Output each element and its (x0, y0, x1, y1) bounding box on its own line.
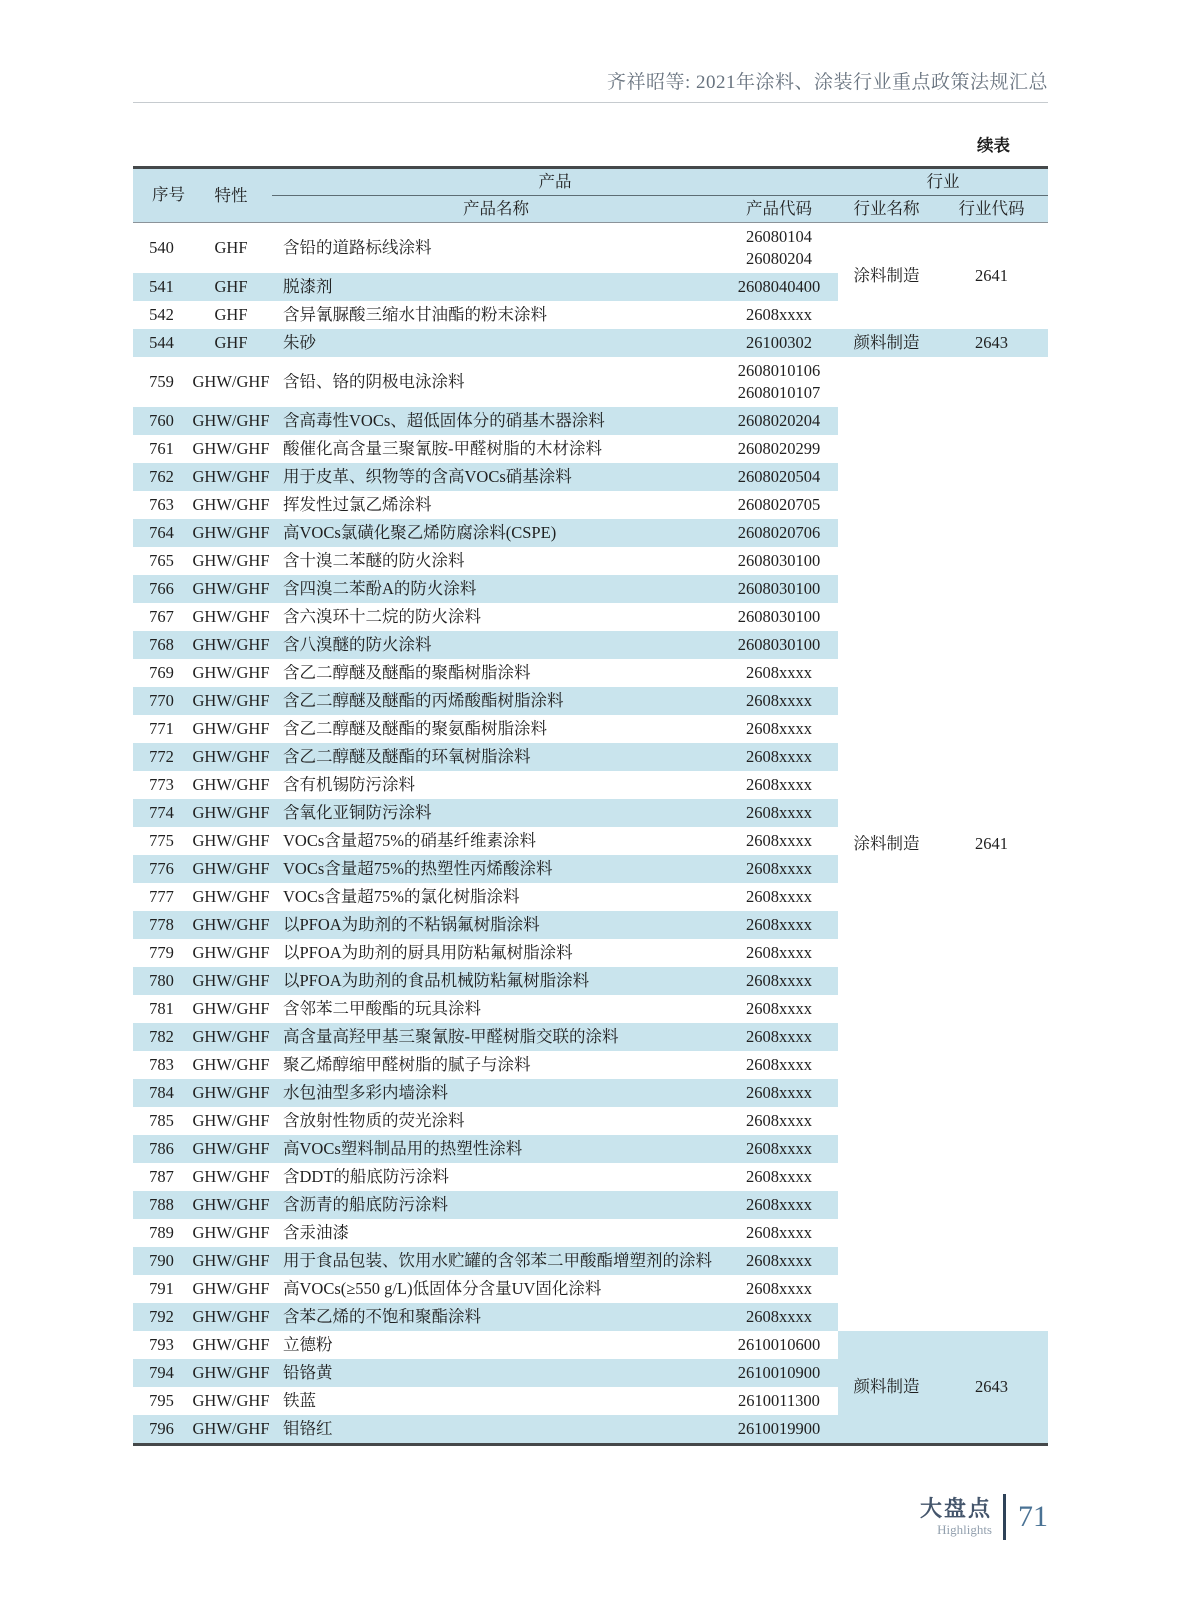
feature-cell: GHW/GHF (192, 719, 270, 738)
product-code-line: 2608xxxx (746, 1279, 812, 1298)
serial-cell: 765 (149, 551, 174, 570)
feature-cell: GHW/GHF (190, 1303, 272, 1331)
product-name-cell: 以PFOA为助剂的不粘锅氟树脂涂料 (272, 911, 720, 939)
product-code-cell (720, 329, 838, 357)
product-code-cell (720, 659, 838, 687)
product-code-cell (720, 519, 838, 547)
feature-cell: GHW/GHF (190, 463, 272, 491)
industry-code-cell: 2641 (975, 834, 1008, 853)
serial-cell: 768 (133, 631, 190, 659)
serial-cell: 759 (149, 372, 174, 391)
product-code-line: 2608xxxx (746, 1083, 812, 1102)
feature-cell: GHW/GHF (192, 439, 270, 458)
serial-cell: 771 (149, 719, 174, 738)
header-industry-name: 行业名称 (838, 196, 935, 223)
product-code-cell (720, 1107, 838, 1135)
product-code-cell (720, 1023, 838, 1051)
product-code-line: 2608020705 (737, 495, 821, 514)
product-code-line: 2608xxxx (746, 1195, 812, 1214)
product-code-cell (720, 273, 838, 301)
serial-cell: 775 (149, 831, 174, 850)
product-name-cell: 含放射性物质的荧光涂料 (283, 1111, 465, 1130)
product-name-cell: 含六溴环十二烷的防火涂料 (283, 607, 481, 626)
product-code-cell (720, 1303, 838, 1331)
feature-cell: GHW/GHF (192, 1335, 270, 1354)
serial-cell: 769 (149, 663, 174, 682)
product-code-line: 2608xxxx (746, 663, 812, 682)
serial-cell: 772 (133, 743, 190, 771)
feature-cell: GHW/GHF (190, 687, 272, 715)
header-industry-code: 行业代码 (935, 196, 1048, 223)
feature-cell: GHW/GHF (192, 495, 270, 514)
industry-code-cell: 2643 (935, 1331, 1048, 1445)
product-code-cell (720, 911, 838, 939)
product-code-cell (720, 463, 838, 491)
product-code-line: 2610011300 (738, 1391, 820, 1410)
feature-cell: GHW/GHF (190, 575, 272, 603)
footer-section-labels (920, 1497, 992, 1538)
serial-cell: 767 (149, 607, 174, 626)
product-code-cell (720, 771, 838, 799)
continued-table-note: 续表 (977, 136, 1010, 155)
product-name-cell: 脱漆剂 (272, 273, 720, 301)
serial-cell: 784 (133, 1079, 190, 1107)
product-name-cell: 含铅、铬的阴极电泳涂料 (283, 372, 465, 391)
serial-cell: 778 (133, 911, 190, 939)
product-code-line: 2608xxxx (746, 1307, 812, 1326)
product-code-cell (720, 301, 838, 329)
product-code-cell (720, 967, 838, 995)
header-product-group: 产品 (272, 168, 838, 196)
product-name-cell: 含乙二醇醚及醚酯的丙烯酸酯树脂涂料 (272, 687, 720, 715)
product-code-cell (720, 1247, 838, 1275)
industry-name-cell: 涂料制造 (853, 834, 920, 853)
product-code-line: 2608030100 (737, 579, 821, 598)
product-name-cell: 聚乙烯醇缩甲醛树脂的腻子与涂料 (283, 1055, 531, 1074)
product-code-cell (720, 1331, 838, 1359)
serial-cell: 773 (149, 775, 174, 794)
feature-cell: GHW/GHF (192, 1223, 270, 1242)
product-code-line: 26100302 (746, 333, 812, 352)
product-code-line: 2608010106 (737, 361, 821, 380)
serial-cell: 774 (133, 799, 190, 827)
header-industry-group: 行业 (838, 168, 1048, 196)
industry-name-cell: 颜料制造 (838, 1331, 935, 1445)
header-serial-label: 序号 (152, 185, 186, 205)
product-name-cell: VOCs含量超75%的热塑性丙烯酸涂料 (272, 855, 720, 883)
running-head (133, 0, 1048, 103)
policy-table (133, 166, 1048, 1446)
serial-cell: 792 (133, 1303, 190, 1331)
product-code-line: 2608xxxx (746, 1223, 812, 1242)
feature-cell: GHW/GHF (192, 1279, 270, 1298)
product-name-cell: 以PFOA为助剂的厨具用防粘氟树脂涂料 (283, 943, 573, 962)
product-name-cell: 含沥青的船底防污涂料 (272, 1191, 720, 1219)
product-name-cell: 含汞油漆 (283, 1223, 349, 1242)
product-code-cell (720, 223, 838, 274)
feature-cell: GHW/GHF (190, 967, 272, 995)
serial-cell: 789 (149, 1223, 174, 1242)
feature-cell: GHW/GHF (192, 551, 270, 570)
product-name-cell: 高VOCs(≥550 g/L)低固体分含量UV固化涂料 (283, 1279, 602, 1298)
product-code-cell (720, 939, 838, 967)
feature-cell: GHW/GHF (192, 663, 270, 682)
serial-cell: 794 (133, 1359, 190, 1387)
serial-cell: 795 (149, 1391, 174, 1410)
feature-cell: GHW/GHF (192, 1167, 270, 1186)
product-code-cell (720, 547, 838, 575)
product-name-cell: 用于皮革、织物等的含高VOCs硝基涂料 (272, 463, 720, 491)
serial-cell: 780 (133, 967, 190, 995)
serial-cell: 796 (133, 1415, 190, 1445)
product-code-line: 2608xxxx (746, 999, 812, 1018)
serial-cell: 766 (133, 575, 190, 603)
industry-code-cell: 2643 (935, 329, 1048, 357)
product-code-line: 2608xxxx (746, 305, 812, 324)
product-name-cell: 铅铬黄 (272, 1359, 720, 1387)
serial-cell: 770 (133, 687, 190, 715)
product-code-line: 2608xxxx (746, 747, 812, 766)
product-name-cell: 水包油型多彩内墙涂料 (272, 1079, 720, 1107)
product-code-line: 2608030100 (737, 551, 821, 570)
product-code-line: 2608xxxx (746, 691, 812, 710)
serial-cell: 793 (149, 1335, 174, 1354)
product-code-line: 2608030100 (737, 635, 821, 654)
feature-cell: GHF (190, 329, 272, 357)
product-code-cell (720, 995, 838, 1023)
product-code-line: 2608xxxx (746, 887, 812, 906)
product-code-cell (720, 1415, 838, 1445)
table-row (133, 357, 1048, 407)
feature-cell: GHW/GHF (192, 775, 270, 794)
product-name-cell: 朱砂 (272, 329, 720, 357)
feature-cell: GHW/GHF (192, 943, 270, 962)
table-row (133, 1331, 1048, 1359)
product-code-line: 2608xxxx (746, 1027, 812, 1046)
product-code-cell (720, 435, 838, 463)
industry-code-cell: 2641 (975, 266, 1008, 285)
product-code-line: 2608xxxx (746, 1139, 812, 1158)
product-code-cell (720, 1135, 838, 1163)
feature-cell: GHW/GHF (190, 519, 272, 547)
product-code-cell (720, 687, 838, 715)
feature-cell: GHF (190, 273, 272, 301)
serial-cell: 791 (149, 1279, 174, 1298)
product-code-line: 26080104 (746, 227, 812, 246)
product-code-cell (720, 743, 838, 771)
product-code-line: 2610010600 (737, 1335, 821, 1354)
product-code-cell (720, 715, 838, 743)
product-name-cell: VOCs含量超75%的氯化树脂涂料 (283, 887, 520, 906)
serial-cell: 764 (133, 519, 190, 547)
product-code-line: 2608xxxx (746, 803, 812, 822)
product-code-cell (720, 1163, 838, 1191)
header-product-name: 产品名称 (272, 196, 720, 223)
table-row (133, 329, 1048, 357)
product-code-line: 2608xxxx (746, 943, 812, 962)
product-name-cell: 含八溴醚的防火涂料 (272, 631, 720, 659)
product-code-line: 2608xxxx (746, 859, 812, 878)
product-code-line: 2608xxxx (746, 1167, 812, 1186)
feature-cell: GHF (214, 305, 248, 324)
product-name-cell: 高VOCs氯磺化聚乙烯防腐涂料(CSPE) (272, 519, 720, 547)
product-name-cell: 酸催化高含量三聚氰胺-甲醛树脂的木材涂料 (283, 439, 602, 458)
product-name-cell: 含乙二醇醚及醚酯的环氧树脂涂料 (272, 743, 720, 771)
feature-cell: GHW/GHF (192, 831, 270, 850)
product-code-cell (720, 1275, 838, 1303)
product-code-line: 2608020504 (737, 467, 821, 486)
serial-cell: 785 (149, 1111, 174, 1130)
feature-cell: GHW/GHF (192, 607, 270, 626)
feature-cell: GHW/GHF (190, 631, 272, 659)
product-code-cell (720, 1079, 838, 1107)
product-name-cell: 立德粉 (283, 1335, 333, 1354)
product-name-cell: VOCs含量超75%的硝基纤维素涂料 (283, 831, 537, 850)
feature-cell: GHW/GHF (192, 1111, 270, 1130)
serial-cell: 541 (133, 273, 190, 301)
serial-cell: 782 (133, 1023, 190, 1051)
feature-cell: GHW/GHF (192, 887, 270, 906)
product-name-cell: 含十溴二苯醚的防火涂料 (283, 551, 465, 570)
product-name-cell: 含异氰脲酸三缩水甘油酯的粉末涂料 (283, 305, 547, 324)
product-code-line: 2608xxxx (746, 831, 812, 850)
product-code-line: 2608020299 (737, 439, 821, 458)
serial-cell: 786 (133, 1135, 190, 1163)
serial-cell: 760 (133, 407, 190, 435)
product-name-cell: 含高毒性VOCs、超低固体分的硝基木器涂料 (272, 407, 720, 435)
serial-cell: 544 (133, 329, 190, 357)
product-code-cell (720, 575, 838, 603)
table-row (133, 223, 1048, 274)
serial-cell: 777 (149, 887, 174, 906)
page-footer (133, 1494, 1048, 1540)
product-code-line: 2608xxxx (746, 1055, 812, 1074)
feature-cell: GHW/GHF (192, 372, 270, 391)
feature-cell: GHW/GHF (190, 407, 272, 435)
feature-cell: GHF (214, 238, 248, 257)
header-serial (133, 168, 190, 223)
product-code-cell (720, 1387, 838, 1415)
header-product-code: 产品代码 (720, 196, 838, 223)
feature-cell: GHW/GHF (190, 855, 272, 883)
product-code-line: 2610010900 (737, 1363, 821, 1382)
feature-cell: GHW/GHF (190, 1247, 272, 1275)
feature-cell: GHW/GHF (190, 911, 272, 939)
product-code-cell (720, 357, 838, 407)
product-name-cell: 铁蓝 (283, 1391, 316, 1410)
product-code-line: 2608xxxx (746, 915, 812, 934)
feature-cell: GHW/GHF (190, 743, 272, 771)
product-code-cell (720, 799, 838, 827)
product-code-line: 2608020706 (737, 523, 821, 542)
header-feature: 特性 (190, 168, 272, 223)
product-code-line: 2608020204 (737, 411, 821, 430)
product-name-cell: 挥发性过氯乙烯涂料 (283, 495, 432, 514)
feature-cell: GHW/GHF (190, 1191, 272, 1219)
product-code-line: 26080204 (746, 249, 812, 268)
serial-cell: 776 (133, 855, 190, 883)
feature-cell: GHW/GHF (192, 1055, 270, 1074)
product-name-cell: 用于食品包装、饮用水贮罐的含邻苯二甲酸酯增塑剂的涂料 (272, 1247, 720, 1275)
feature-cell: GHW/GHF (190, 1079, 272, 1107)
product-name-cell: 含铅的道路标线涂料 (283, 238, 432, 257)
feature-cell: GHW/GHF (190, 1135, 272, 1163)
table-header (133, 168, 1048, 223)
serial-cell: 542 (149, 305, 174, 324)
feature-cell: GHW/GHF (190, 799, 272, 827)
serial-cell: 787 (149, 1167, 174, 1186)
feature-cell: GHW/GHF (192, 999, 270, 1018)
serial-cell: 783 (149, 1055, 174, 1074)
serial-cell: 762 (133, 463, 190, 491)
serial-cell: 788 (133, 1191, 190, 1219)
product-name-cell: 含DDT的船底防污涂料 (283, 1167, 449, 1186)
product-name-cell: 含苯乙烯的不饱和聚酯涂料 (272, 1303, 720, 1331)
table-body (133, 223, 1048, 1445)
product-name-cell: 含邻苯二甲酸酯的玩具涂料 (283, 999, 481, 1018)
product-code-line: 2608010107 (737, 383, 821, 402)
table-header-row-groups (133, 168, 1048, 196)
product-code-cell (720, 1219, 838, 1247)
product-code-cell (720, 1359, 838, 1387)
product-code-cell (720, 1051, 838, 1079)
product-code-cell (720, 1191, 838, 1219)
product-code-cell (720, 603, 838, 631)
product-code-cell (720, 883, 838, 911)
feature-cell: GHW/GHF (190, 1415, 272, 1445)
product-name-cell: 含氧化亚铜防污涂料 (272, 799, 720, 827)
product-code-cell (720, 407, 838, 435)
serial-cell: 781 (149, 999, 174, 1018)
product-code-line: 2608xxxx (746, 1251, 812, 1270)
product-name-cell: 高VOCs塑料制品用的热塑性涂料 (272, 1135, 720, 1163)
product-code-cell (720, 631, 838, 659)
product-name-cell: 高含量高羟甲基三聚氰胺-甲醛树脂交联的涂料 (272, 1023, 720, 1051)
footer-section-subtitle: Highlights (937, 1521, 992, 1537)
product-code-line: 2608xxxx (746, 971, 812, 990)
product-code-line: 2608xxxx (746, 775, 812, 794)
feature-cell: GHW/GHF (192, 1391, 270, 1410)
serial-cell: 761 (149, 439, 174, 458)
feature-cell: GHW/GHF (190, 1359, 272, 1387)
product-code-cell (720, 491, 838, 519)
running-head-text: 齐祥昭等: 2021年涂料、涂装行业重点政策法规汇总 (606, 72, 1048, 93)
serial-cell: 779 (149, 943, 174, 962)
product-code-line: 2608040400 (737, 277, 821, 296)
product-name-cell: 钼铬红 (272, 1415, 720, 1445)
product-name-cell: 含乙二醇醚及醚酯的聚氨酯树脂涂料 (283, 719, 547, 738)
serial-cell: 790 (133, 1247, 190, 1275)
product-name-cell: 含四溴二苯酚A的防火涂料 (272, 575, 720, 603)
serial-cell: 540 (149, 238, 174, 257)
product-code-line: 2608xxxx (746, 719, 812, 738)
product-code-cell (720, 827, 838, 855)
product-name-cell: 以PFOA为助剂的食品机械防粘氟树脂涂料 (272, 967, 720, 995)
footer-divider-bar (1003, 1494, 1006, 1540)
page-number: 71 (1018, 1500, 1048, 1533)
industry-name-cell: 涂料制造 (853, 266, 920, 285)
industry-name-cell: 颜料制造 (838, 329, 935, 357)
product-code-line: 2608xxxx (746, 1111, 812, 1130)
serial-cell: 763 (149, 495, 174, 514)
product-code-line: 2610019900 (737, 1419, 821, 1438)
product-code-cell (720, 855, 838, 883)
product-code-line: 2608030100 (737, 607, 821, 626)
product-name-cell: 含有机锡防污涂料 (283, 775, 415, 794)
product-name-cell: 含乙二醇醚及醚酯的聚酯树脂涂料 (283, 663, 531, 682)
feature-cell: GHW/GHF (190, 1023, 272, 1051)
footer-section-title: 大盘点 (919, 1495, 992, 1521)
